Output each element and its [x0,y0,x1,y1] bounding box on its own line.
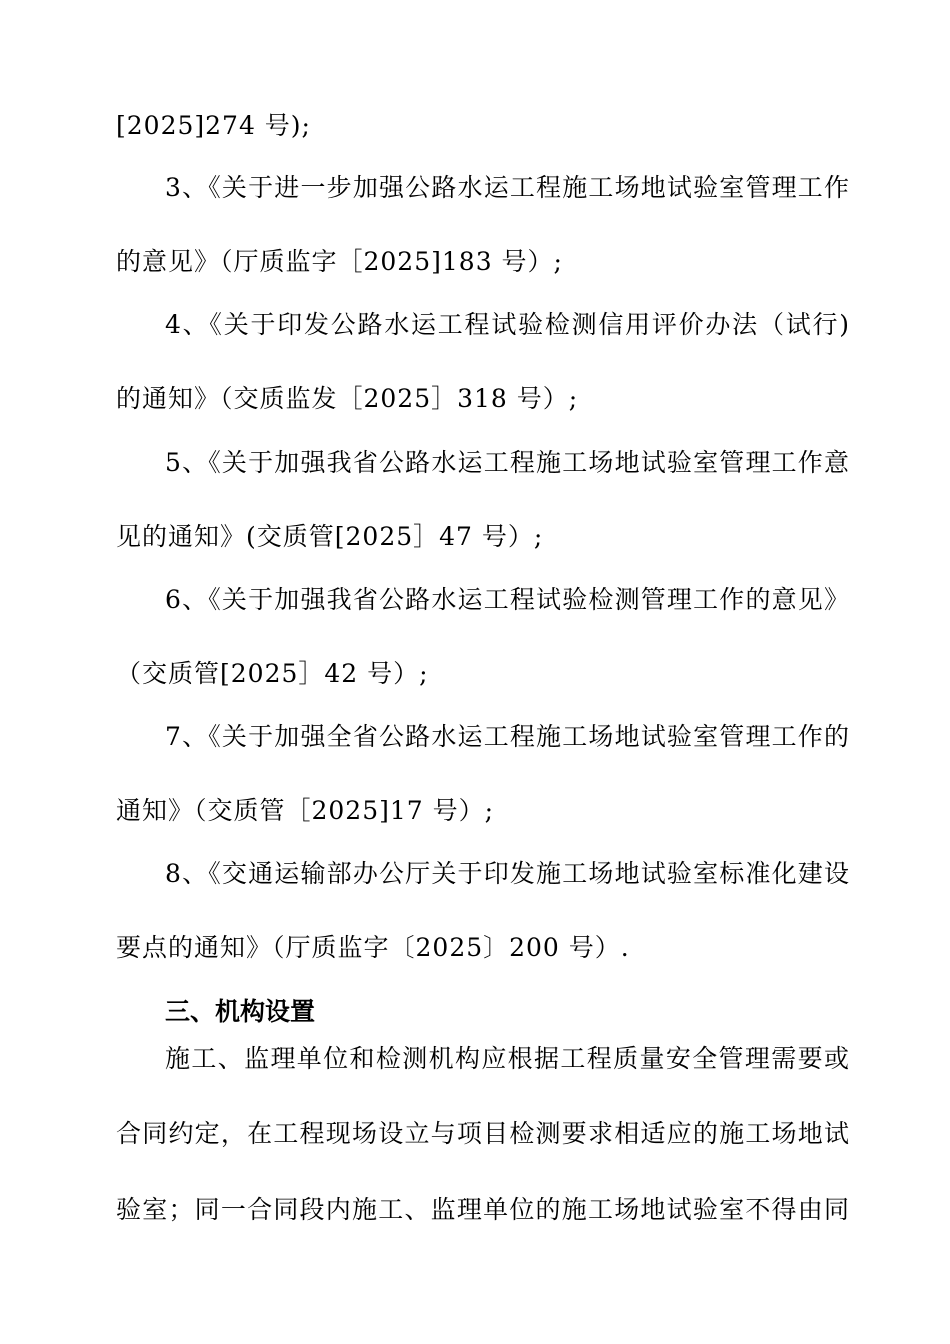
text-line: 4、《关于印发公路水运工程试验检测信用评价办法（试行) [165,310,850,339]
text-line: 见的通知》(交质管[2025］47 号）; [116,522,544,551]
text-line: 8、《交通运输部办公厅关于印发施工场地试验室标准化建设 [165,859,850,888]
text-line: 合同约定，在工程现场设立与项目检测要求相适应的施工场地试 [116,1119,850,1148]
text-line: 施工、监理单位和检测机构应根据工程质量安全管理需要或 [165,1044,850,1073]
text-line: 7、《关于加强全省公路水运工程施工场地试验室管理工作的 [165,722,850,751]
text-line: 的通知》（交质监发［2025］318 号）; [116,384,579,413]
text-line: 3、《关于进一步加强公路水运工程施工场地试验室管理工作 [165,173,850,202]
text-line: [2025]274 号); [116,111,311,140]
text-line: 5、《关于加强我省公路水运工程施工场地试验室管理工作意 [165,448,850,477]
section-heading: 三、机构设置 [165,997,316,1026]
text-line: 要点的通知》（厅质监字〔2025〕200 号）. [116,933,630,962]
text-line: 通知》（交质管［2025]17 号）; [116,796,495,825]
text-line: （交质管[2025］42 号）; [116,659,429,688]
text-line: 验室；同一合同段内施工、监理单位的施工场地试验室不得由同 [116,1195,850,1224]
text-line: 的意见》（厅质监字［2025]183 号）; [116,247,563,276]
text-line: 6、《关于加强我省公路水运工程试验检测管理工作的意见》 [165,585,850,614]
